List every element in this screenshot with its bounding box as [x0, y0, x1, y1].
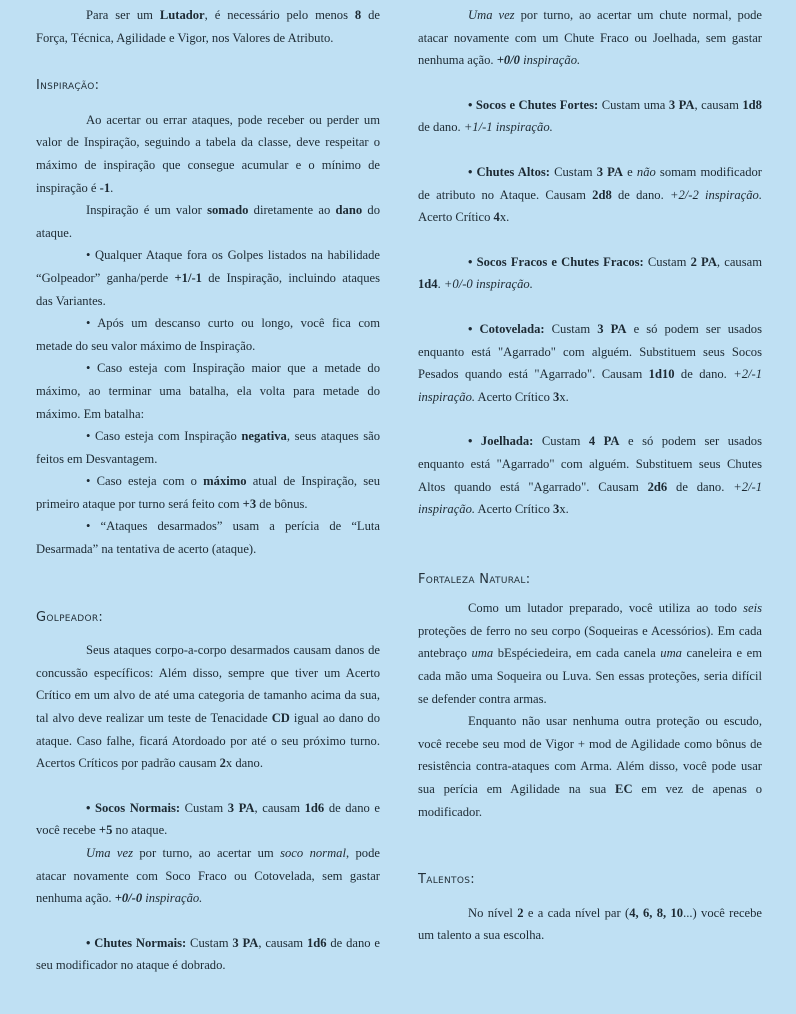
heading-inspiracao: Inspiração:: [36, 78, 100, 94]
fortaleza-bonus: Enquanto não usar nenhuma outra proteção ou escudo, você recebe seu mod de Vigor + mod de Agilidade como bônus de resistência contra-ataques com Arma. Além disso, você pode usar sua perícia em Agilidade na sua EC em vez de apenas o modificador.: [418, 714, 762, 819]
talentos-description: No nível 2 e a cada nível par (4, 6, 8, 10...) você recebe um talento a sua escolha.: [418, 905, 763, 943]
uma-vez-soco: Uma vez por turno, ao acertar um soco normal, pode atacar novamente com Soco Fraco ou Cotovelada, sem gastar nenhuma ação. +0/-0 inspiração.: [36, 846, 380, 906]
bullet-negativa: • Caso esteja com Inspiração negativa, seus ataques são feitos em Desvantagem.: [36, 429, 380, 466]
bullet-metade-maximo: • Caso esteja com Inspiração maior que a metade do máximo, ao terminar uma batalha, ela volta para metade do máximo. Em batalha:: [36, 361, 380, 421]
socos-chutes-fracos: • Socos Fracos e Chutes Fracos: Custam 2 PA, causam 1d4. +0/-0 inspiração.: [418, 254, 763, 292]
left-column: [36, 4, 380, 977]
inspiracao-somado: Inspiração é um valor somado diretamente ao dano do ataque.: [36, 203, 380, 240]
cotovelada: • Cotovelada: Custam 3 PA e só podem ser usados enquanto está "Agarrado" com alguém. Substituem seus Socos Pesados quando está "Agarrado". Causam 1d10 de dano. +2/-1 inspiração. Acerto Crítico 3x.: [418, 321, 762, 404]
uma-vez-chute: Uma vez por turno, ao acertar um chute normal, pode atacar novamente com um Chute Fraco ou Joelhada, sem gastar nenhuma ação. +0/0 inspiração.: [418, 8, 763, 68]
golpeador-description: Seus ataques corpo-a-corpo desarmados causam danos de concussão específicos: Além disso, sempre que tiver um Acerto Crítico em um alvo de até uma categoria de tamanho acima da sua, tal alvo deve realizar um teste de Tenacidade CD igual ao dano do ataque. Caso falhe, ficará Atordoado por até o seu próximo turno. Acertos Críticos por padrão causam 2x dano.: [36, 643, 380, 771]
bullet-maximo: • Caso esteja com o máximo atual de Inspiração, seu primeiro ataque por turno será feito com +3 de bônus.: [36, 474, 380, 511]
lutador-requirement: Para ser um Lutador, é necessário pelo menos 8 de Força, Técnica, Agilidade e Vigor, nos Valores de Atributo.: [36, 8, 380, 45]
socos-chutes-fortes: • Socos e Chutes Fortes: Custam uma 3 PA, causam 1d8 de dano. +1/-1 inspiração.: [418, 97, 762, 135]
chutes-normais: • Chutes Normais: Custam 3 PA, causam 1d6 de dano e seu modificador no ataque é dobrado.: [36, 935, 380, 973]
fortaleza-description: Como um lutador preparado, você utiliza ao todo seis proteções de ferro no seu corpo (Soqueiras e Acessórios). Em cada antebraço uma bEspéciedeira, em cada canela uma caneleira e em cada mão uma Soqueira ou Luva. Sen essas proteções, seria difícil se defender contra armas.: [418, 601, 762, 706]
bullet-ataques-desarmados: • “Ataques desarmados” usam a perícia de “Luta Desarmada” na tentativa de acerto (ataque).: [36, 519, 380, 557]
heading-fortaleza-natural: Fortaleza Natural:: [418, 571, 531, 587]
right-column: [418, 4, 762, 947]
heading-talentos: Talentos:: [418, 872, 475, 888]
joelhada: • Joelhada: Custam 4 PA e só podem ser usados enquanto está "Agarrado" com alguém. Substituem seus Chutes Altos quando está "Agarrado". Causam 2d6 de dano. +2/-1 inspiração. Acerto Crítico 3x.: [418, 434, 762, 517]
socos-normais: • Socos Normais: Custam 3 PA, causam 1d6 de dano e você recebe +5 no ataque.: [36, 800, 380, 838]
bullet-qualquer-ataque: • Qualquer Ataque fora os Golpes listados na habilidade “Golpeador” ganha/perde +1/-1 de Inspiração, incluindo ataques das Variantes.: [36, 248, 380, 308]
chutes-altos: • Chutes Altos: Custam 3 PA e não somam modificador de atributo no Ataque. Causam 2d8 de dano. +2/-2 inspiração. Acerto Crítico 4x.: [418, 164, 763, 225]
bullet-descanso: • Após um descanso curto ou longo, você fica com metade do seu valor máximo de Inspiração.: [36, 316, 380, 353]
inspiracao-intro: Ao acertar ou errar ataques, pode receber ou perder um valor de Inspiração, seguindo a tabela da classe, deve respeitar o máximo de inspiração que consegue acumular e o mínimo de inspiração é -1.: [36, 112, 380, 195]
heading-golpeador: Golpeador:: [36, 609, 104, 625]
